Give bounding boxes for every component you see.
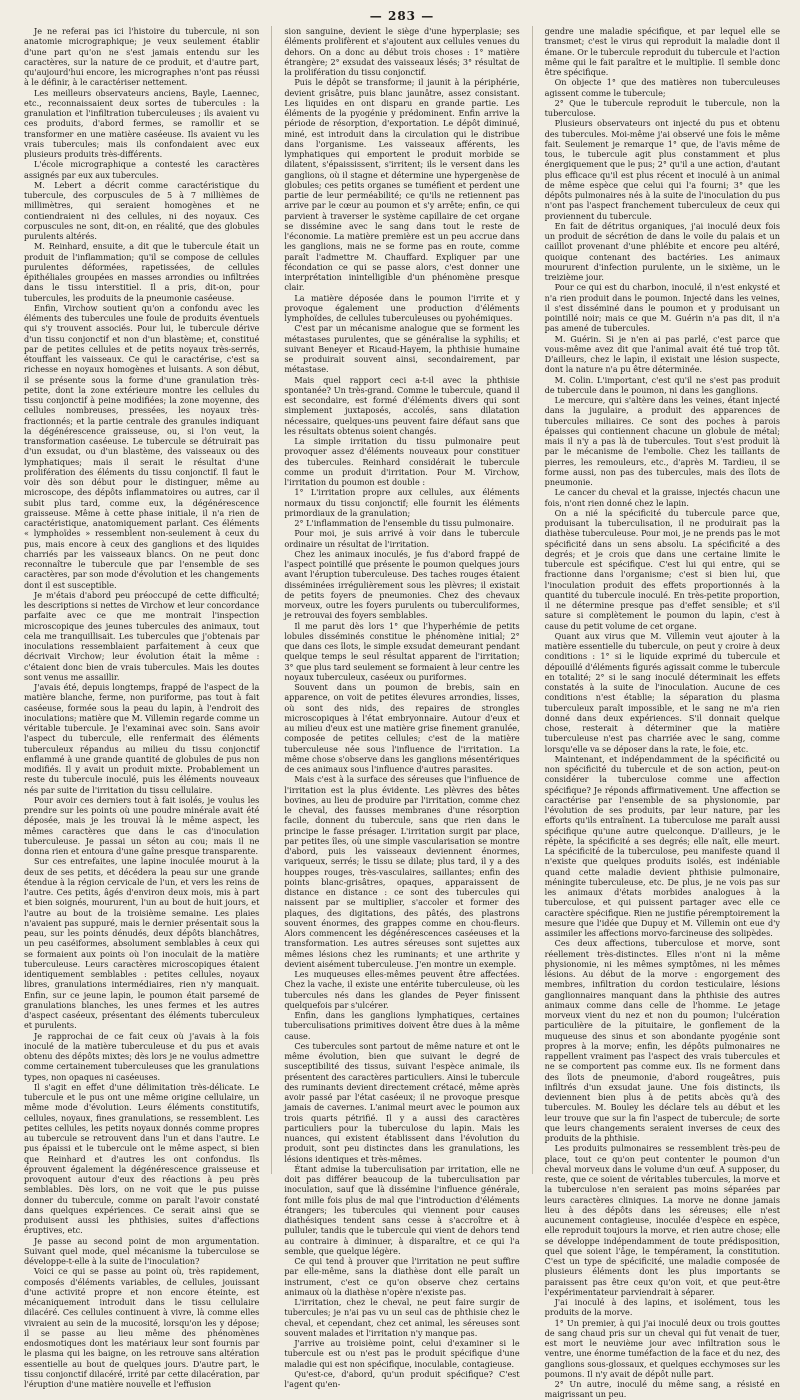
paragraph: Pour ce qui est du charbon, inoculé, il n'est enkysté et n'a rien produit dans le poumon. Injecté dans les veines, il s'est disséminé dans le poumon et y produisant un pointillé noir; mais ce que M. Guérin n'a pas dit, il n'a pas amené de tubercules.	[544, 282, 780, 334]
paragraph: 2° Que le tubercule reproduit le tubercule, non la tuberculose.	[544, 97, 780, 118]
paragraph: Mais quel rapport ceci a-t-il avec la phthisie spontanée? Un très-grand. Comme le tubercule, quand il est secondaire, est formé d'éléments divers qui sont simplement juxtaposés, accolés, sans dilatation nécessaire, quelques-uns peuvent faire défaut sans que les résultats obtenus soient changés.	[284, 374, 520, 436]
column-middle	[284, 26, 520, 1389]
paragraph: Pour avoir ces derniers tout à fait isolés, je voulus les prendre sur les points où une poudre minérale avait été déposée, mais je les trouvai là le même aspect, les mêmes caractères que dans le cas d'inoculation tuberculeuse. Je passai un séton au cou; mais il ne donna rien et entoura d'une gaîne presque transparente.	[24, 794, 260, 856]
paragraph: Plusieurs observateurs ont injecté du pus et obtenu des tubercules. Moi-même j'ai observé une fois le même fait. Seulement je remarque 1° que, de l'avis même de tous, le tubercule agit plus constamment et plus énergiquement que le pus; 2° qu'il a une action, d'autant plus efficace qu'il est plus récent et inoculé à un animal de même espèce que celui qui l'a fourni; 3° que les dépôts pulmonaires nés à la suite de l'inoculation du pus n'ont pas l'aspect franchement tuberculeux de ceux qui proviennent du tubercule.	[544, 118, 780, 221]
paragraph: La simple irritation du tissu pulmonaire peut provoquer assez d'éléments nouveaux pour constituer des tubercules. Reinhard considérait le tubercule comme un produit d'irritation. Pour M. Virchow, l'irritation du poumon est double :	[284, 436, 520, 487]
paragraph: On a nié la spécificité du tubercule parce que, produisant la tuberculisation, il ne produirait pas la diathèse tuberculeuse. Pour moi, je ne prends pas le mot spécificité dans un sens absolu. La spécificité a des degrés; et je crois que dans une certaine limite le tubercule est spécifique. C'est lui qui entre, qui se fractionne dans l'organisme; c'est si bien lui, que l'inoculation produit des effets proportionnés à la quantité du tubercule inoculé. En très-petite proportion, il ne détermine presque pas d'effet sensible; et s'il sature si complètement le poumon du lapin, c'est à cause du petit volume de cet organe.	[544, 507, 780, 631]
paragraph: Chez les animaux inoculés, je fus d'abord frappé de l'aspect pointillé que présente le poumon quelques jours avant l'éruption tuberculeuse. Des taches rouges étaient disséminées irrégulièrement sous les plèvres; il existait de petits foyers de pneumonies. Chez des chevaux morveux, outre les foyers purulents ou tuberculiformes, je retrouvai des foyers semblables.	[284, 548, 520, 621]
paragraph: Je m'étais d'abord peu préoccupé de cette difficulté; les descriptions si nettes de Virchow et leur concordance parfaite avec ce que me montrait l'inspection microscopique des jeunes tubercules des animaux, tout cela me tranquillisait. Les tubercules que j'obtenais par inoculations ressemblaient parfaitement à ceux que décrivait Virchow; leur évolution était la même : c'étaient donc bien de vrais tubercules. Mais les doutes sont venus me assaillir.	[24, 589, 260, 682]
column-right	[544, 26, 780, 1400]
paragraph: Il s'agit en effet d'une délimitation très-délicate. Le tubercule et le pus ont une même origine cellulaire, un même mode d'évolution. Leurs éléments constitutifs, cellules, noyaux, fines granulations, se ressemblent. Les petites cellules, les petits noyaux donnés comme propres au tubercule se retrouvent dans l'un et dans l'autre. Le pus épaissi et le tubercule ont le même aspect, si bien que Reinhard et d'autres les ont confondus. Ils éprouvent également la dégénérescence graisseuse et provoquent autour d'eux des réactions à peu près semblables. Dès lors, on ne voit que le pus puisse donner du tubercule, comme on paraît l'avoir constaté dans quelques expériences. Ce serait ainsi que se produisent aussi les phthisies, suites d'affections éruptives, etc.	[24, 1081, 260, 1236]
paragraph: En fait de détritus organiques, j'ai inoculé deux fois un produit de sécrétion de dans le voile du palais et un cailllot provenant d'une phlébite et encore peu altéré, quoique contenant des bactéries. Les animaux moururent d'infection purulente, un le sixième, un le treizième jour.	[544, 220, 780, 282]
paragraph: Souvent dans un poumon de brebis, sain en apparence, on voit de petites élevures arrondies, lisses, où sont des nids, des repaires de strongles microscopiques à l'état embryonnaire. Autour d'eux et au milieu d'eux est une matière grise finement granulée, composée de petites cellules; c'est de la matière tuberculeuse née sous l'influence de l'irritation. La même chose s'observe dans les ganglions mésentériques de ces animaux sous l'influence d'autres parasites.	[284, 682, 520, 774]
paragraph: Enfin, dans les ganglions lymphatiques, certaines tuberculisations primitives doivent être dues à la même cause.	[284, 1010, 520, 1041]
paragraph: M. Colin. L'important, c'est qu'il ne s'est pas produit de tubercule dans le poumon, ni dans les ganglions.	[544, 374, 780, 395]
paragraph: Il me parut dès lors 1° que l'hyperhémie de petits lobules disséminés constitue le phénomène initial; 2° que dans ces îlots, le simple exsudat demeurant pendant quelque temps le seul résultat apparent de l'irritation; 3° que plus tard seulement se formaient à leur centre les noyaux tuberculeux, caséeux ou puriformes.	[284, 620, 520, 682]
paragraph: Ces tubercules sont partout de même nature et ont le même évolution, bien que suivant le degré de susceptibilité des tissus, suivant l'espèce animale, ils présentent des caractères particuliers. Ainsi le tubercule des ruminants devient directement crétacé, même après avoir passé par l'état caséeux; il ne provoque presque jamais de cavernes. L'animal meurt avec le poumon aux trois quarts pétrifié. Il y a aussi des caractères particuliers pour la tuberculose du lapin. Mais les nuances, qui existent établissent dans l'évolution du produit, sont peu distinctes dans les granulations, les lésions identiques et très-mêmes.	[284, 1040, 520, 1164]
paragraph: Quant aux virus que M. Villemin veut ajouter à la matière essentielle du tubercule, on peut y croire à deux conditions : 1° si le liquide exprimé du tubercule et dépouillé d'éléments figurés agissait comme le tubercule en totalité; 2° si le sang inoculé déterminait les effets constatés à la suite de l'inoculation. Aucune de ces conditions n'est établie; la séparation du plasma tuberculeux paraît impossible, et le sang ne m'a rien donné dans deux expériences. S'il donnait quelque chose, resterait à déterminer que la matière tuberculeuse n'est pas charriée avec le sang, comme lorsqu'elle va se déposer dans la rate, le foie, etc.	[544, 630, 780, 754]
paragraph: Je rapprochai de ce fait ceux où j'avais à la fois inoculé de la matière tuberculeuse et du pus et avais obtenu des dépôts mixtes; dès lors je ne voulus admettre comme certainement tuberculeuses que les granulations types, non opaques ni caséeuses.	[24, 1030, 260, 1082]
page-number: — 283 —	[369, 9, 435, 23]
paragraph: Puis le dépôt se transforme; il jaunit à la périphérie, devient grisâtre, puis blanc jaunâtre, assez consistant. Les liquides en ont disparu en grande partie. Les éléments de la pyogénie y prédominent. Enfin arrive la période de résorption, d'exportation. Le dépôt diminué, miné, est introduit dans la circulation qui le distribue dans l'organisme. Les vaisseaux afférents, les lymphatiques qui emportent le produit morbide se dilatent, s'épaississent, s'irritent; ils le versent dans les ganglions, où il stagne et détermine une hypergenèse de globules; ces petits organes se tuméfient et perdent une partie de leur perméabilité; ce qu'ils ne retiennent pas arrive par le cœur au poumon et s'y arrête; enfin, ce qui parvient à traverser le système capillaire de cet organe se dissémine avec le sang dans tout le reste de l'économie. La matière première est un peu accrue dans les ganglions, mais ne se forme pas en route, comme paraît l'admettre M. Chauffard. Expliquer par une fécondation ce qui se passe alors, c'est donner une interprétation inintelligible d'un phénomène presque clair.	[284, 77, 520, 293]
paragraph: L'école micrographique a contesté les caractères assignés par eux aux tubercules.	[24, 159, 260, 180]
paragraph: Ces deux affections, tuberculose et morve, sont réellement très-distinctes. Elles n'ont ni la même physionomie, ni les mêmes symptômes, ni les mêmes lésions. Au début de la morve : engorgement des membres, infiltration du cordon testiculaire, lésions ganglionnaires manquant dans la phthisie des autres animaux comme dans celle de l'homme. Le jetage morveux vient du nez et non du poumon; l'ulcération particulière de la pituitaire, le gonflement de la muqueuse des sinus et son abondante pyogénie sont propres à la morve; enfin, les dépôts pulmonaires ne rappellent vraiment pas l'aspect des vrais tubercules et ne se comportent pas comme eux. Ils ne forment dans des îlots de pneumonie, d'abord rougeâtres, puis infiltrés d'un exsudat jaune. Une fois distincts, ils deviennent bien plus à de petits abcès qu'à des tubercules. M. Bouley les déclare tels au début et les leur trouve que sur la fin l'aspect de tubercule; de sorte que leurs changements seraient inverses de ceux des produits de la phthisie.	[544, 938, 780, 1143]
paragraph: Étant admise la tuberculisation par irritation, elle ne doit pas différer beaucoup de la tuberculisation par inoculation, sauf que là dissémine l'influence générale, font mille fois plus de mal que l'introduction d'éléments étrangers; les tubercules qui viennent pour causes diathésiques tendent sans cesse à s'accroître et à pulluler, tandis que le tubercule qui vient de dehors tend au contraire à diminuer, à disparaître, et ce qui l'a semble, que quelque légère.	[284, 1163, 520, 1256]
paragraph: 1° L'irritation propre aux cellules, aux éléments normaux du tissu conjonctif; elle fournit les éléments primordiaux de la granulation;	[284, 487, 520, 518]
paragraph: Les produits pulmonaires se ressemblent très-peu de place, tout ce qu'on peut contenter le poumon d'un cheval morveux dans le volume d'un œuf. A supposer, du reste, que ce soient de véritables tubercules, la morve et la tuberculose n'en seraient pas moins séparées par leurs caractères cliniques. La morve ne donne jamais lieu à des dépôts dans les séreuses; elle n'est aucunement contagieuse, inoculée d'espèce en espèce, elle reproduit toujours la morve, et rien autre chose; elle se développe indépendamment de toute prédisposition, quel que soient l'âge, le tempérament, la constitution. C'est un type de spécificité, une maladie composée de plusieurs éléments dont les plus importants se paraissent pas être ceux qu'on voit, et que peut-être l'expérimentateur parviendrait à séparer.	[544, 1143, 780, 1297]
paragraph: Les muqueuses elles-mêmes peuvent être affectées. Chez la vache, il existe une entérite tuberculeuse, où les tubercules nés dans les glandes de Peyer finissent quelquefois par s'ulcérer.	[284, 969, 520, 1010]
paragraph: gendre une maladie spécifique, et par lequel elle se transmet; c'est le virus qui reproduit la maladie dont il émane. Or le tubercule reproduit du tubercule et l'action même qui le fait paraître et le multiplie. Il semble donc être spécifique.	[544, 26, 780, 77]
paragraph: Les meilleurs observateurs anciens, Bayle, Laennec, etc., reconnaissaient deux sortes de tubercules : la granulation et l'infiltration tuberculeuses ; ils avaient vu ces produits, d'abord fermes, se ramollir et se transformer en une matière caséeuse. Ils avaient vu les vrais tubercules; mais ils confondaient avec eux plusieurs produits très-différents.	[24, 87, 260, 159]
paragraph: Enfin, Virchow soutient qu'on a confondu avec les éléments des tubercules une foule de produits éventuels qui s'y trouvent associés. Pour lui, le tubercule dérive d'un tissu conjonctif et non d'un blastème; et, constitué par de petites cellules et de petits noyaux très-serrés, étouffant les vaisseaux. Ce qui le caractérise, c'est sa richesse en noyaux homogènes et luisants. A son début, il se présente sous la forme d'une granulation très-petite, dont la zone extérieure montre les cellules du tissu conjonctif à peine modifiées; la zone moyenne, des cellules nombreuses, pressées, les noyaux très-fractionnés; et la partie centrale des granules indiquant la dégénérescence graisseuse, ou, si l'on veut, la transformation caséeuse. Le tubercule se détruirait pas d'un exsudat, ou d'un blastème, des vaisseaux ou des lymphatiques; mais il serait le résultat d'une prolifération des éléments du tissu conjonctif. Il faut le voir dès son début pour le distinguer, même au microscope, des dépôts inflammatoires ou autres, car il subit plus tard, comme eux, la dégénérescence graisseuse. Même à cette phase initiale, il n'a rien de caractéristique, anatomiquement parlant. Ces éléments « lymphoïdes » ressemblent non-seulement à ceux du pus, mais encore à ceux des ganglions et des liquides charriés par les vaisseaux blancs. On ne peut donc reconnaître le tubercule que par l'ensemble de ses caractères, par son mode d'évolution et les changements dont il est susceptible.	[24, 302, 260, 590]
paragraph: J'ai inoculé à des lapins, et isolément, tous les produits de la morve.	[544, 1297, 780, 1318]
paragraph: J'avais été, depuis longtemps, frappé de l'aspect de la matière blanche, ferme, non puriforme, pas tout à fait caséeuse, formée sous la peau du lapin, à l'endroit des inoculations; matière que M. Villemin regarde comme un véritable tubercule. Je l'examinai avec soin. Sans avoir l'aspect du tubercule, elle renfermait des éléments tuberculeux répandus au milieu du tissu conjonctif enflammé à une grande quantité de globules de pus non modifiés. Il y avait un produit mixte. Probablement un reste du tubercule inoculé, puis les éléments nouveaux nés par suite de l'irritation du tissu cellulaire.	[24, 682, 260, 795]
column-left	[24, 26, 260, 1389]
paragraph: 1° Un premier, à qui j'ai inoculé deux ou trois gouttes de sang chaud pris sur un cheval qui fut venait de tuer, est mort le neuvième jour avec infiltration sous le ventre, une énorme tuméfaction de la face et du nez, des ganglions sous-glossaux, et quelques ecchymoses sur les poumons. Il n'y avait de dépôt nulle part.	[544, 1317, 780, 1379]
paragraph: 2° L'inflammation de l'ensemble du tissu pulmonaire.	[294, 518, 514, 528]
paragraph: On objecte 1° que des matières non tuberculeuses agissent comme le tubercule;	[544, 77, 780, 98]
paragraph: Ce qui tend à prouver que l'irritation ne peut suffire par elle-même, sans la diathèse dont elle paraît un instrument, c'est ce qu'on observe chez certains animaux où la diathèse n'opère n'existe pas.	[284, 1256, 520, 1297]
paragraph: Sur ces entrefaites, une lapine inoculée mourut à la deux de ses petits, et décédera la peau sur une grande étendue à la région cervicale de l'un, et vers les reins de l'autre. Ces petits, âgés d'environ deux mois, mis à part et bien soignés, moururent, l'un au bout de huit jours, et l'autre au bout de la troisième semaine. Les plaies n'avaient pas suppuré, mais le dernier présentait sous la peau, sur les points dénudés, deux dépôts blanchâtres, un peu caséiformes, absolument semblables à ceux qui se formaient aux points où l'on inoculait de la matière tuberculeuse. Leurs caractères microscopiques étaient identiquement semblables : petites cellules, noyaux libres, granulations intermédiaires, rien n'y manquait. Enfin, sur ce jeune lapin, le poumon était parsemé de granulations blanches, les unes fermes et les autres d'aspect caséeux, présentant des éléments tuberculeux et purulents.	[24, 856, 260, 1031]
paragraph: Le cancer du cheval et la graisse, injectés chacun une fois, n'ont rien donné chez le lapin.	[544, 487, 780, 508]
paragraph: M. Reinhard, ensuite, a dit que le tubercule était un produit de l'inflammation; qu'il se compose de cellules purulentes déformées, rapetissées, de cellules épithéliales groupées en masses arrondies ou infiltrées dans le tissu interstitiel. Il a pris, dit-on, pour tubercules, les produits de la pneumonie caséeuse.	[24, 241, 260, 303]
paragraph: M. Guérin. Si je n'en ai pas parlé, c'est parce que vous-même avez dit que l'animal avait été tué trop tôt. D'ailleurs, chez le lapin, il existait une lésion suspecte, dont la nature n'a pu être déterminée.	[544, 333, 780, 375]
paragraph: C'est par un mécanisme analogue que se forment les métastases purulentes, que se généralise la syphilis; et suivant Beneyer et Ricaud-Hayem, la phthisie humaine se produirait souvent ainsi, secondairement, par métastase.	[284, 323, 520, 375]
paragraph: L'irritation, chez le cheval, ne peut faire surgir de tubercules; je n'ai pas vu un seul cas de phthisie chez le cheval, et cependant, chez cet animal, les séreuses sont souvent malades et l'irritation n'y manque pas.	[284, 1297, 520, 1338]
paragraph: Voici ce qui se passe au point où, très rapidement, composés d'éléments variables, de cellules, jouissant d'une activité propre et non encore éteinte, est mécaniquement introduit dans le tissu cellulaire dilacéré. Ces cellules continuent à vivre, là comme elles vivraient au sein de la mucosité, lorsqu'on les y dépose; il se passe au lieu même des phénomènes endosmotiques dont les matériaux leur sont fournis par le plasma qui les baigne, on les retrouve sans altération essentielle au bout de quelques jours. D'autre part, le tissu conjonctif dilacéré, irrité par cette dilacération, par l'éruption d'une matière nouvelle et l'effusion	[24, 1266, 260, 1389]
text-columns	[24, 26, 780, 1400]
column-divider	[271, 26, 272, 1174]
paragraph: Je ne referai pas ici l'histoire du tubercule, ni son anatomie micrographique; je veux seulement établir d'une part qu'on ne s'est jamais entendu sur les caractères, sur la nature de ce produit, et d'autre part, qu'aujourd'hui encore, les micrographes n'ont pas réussi à le définir, à le caractériser nettement.	[24, 26, 260, 88]
paragraph: Mais c'est à la surface des séreuses que l'influence de l'irritation est la plus évidente. Les plèvres des bêtes bovines, au lieu de produire par l'irritation, comme chez le cheval, des fausses membranes d'une résorption facile, donnent du tubercule, sans que rien dans le principe le fasse présager. L'irritation surgit par place, par petites îles, où une simple vascularisation se montre d'abord, puis les vaisseaux deviennent énormes, variqueux, serrés; le tissu se dilate; plus tard, il y a des houppes rouges, très-vasculaires, saillantes; enfin des points blanc-grisâtres, opaques, apparaissent de distance en distance : ce sont des tubercules qui naissent par se multiplier, s'accoler et former des plaques, des digitations, des pâtés, des plastrons souvent énormes, des grappes comme en chou-fleurs. Alors commencent les dégénérescences caséeuses et la transformation. Les autres séreuses sont sujettes aux mêmes lésions chez les ruminants; et une arthrite y devient aisément tuberculeuse. J'en montre un exemple.	[284, 774, 520, 969]
paragraph: Pour moi, je suis arrivé à voir dans le tubercule ordinaire un résultat de l'irritation.	[284, 528, 520, 549]
paragraph: M. Lebert a décrit comme caractéristique du tubercule, des corpuscules de 5 à 7 millièmes de millimètres, qui seraient homogènes et ne contiendraient ni des cellules, ni des noyaux. Ces corpuscules ne sont, dit-on, en réalité, que des globules purulents altérés.	[24, 179, 260, 241]
paragraph: Le mercure, qui s'altère dans les veines, étant injecté dans la jugulaire, a produit des apparences de tubercules miliaires. Ce sont des poches à parois épaisses qui contiennent chacune un globule de métal; mais il n'y a pas là de tubercules. Tout s'est produit là par le mécanisme de l'embolie. Chez les taillants de pierres, les remouleurs, etc., d'après M. Tardieu, il se forme aussi, non pas des tubercules, mais des îlots de pneumonie.	[544, 395, 780, 487]
paragraph: sion sanguine, devient le siège d'une hyperplasie; ses éléments prolifèrent et s'ajoutent aux cellules venues du dehors. On a donc au début trois choses : 1° matière étrangère; 2° exsudat des vaisseaux lésés; 3° résultat de la prolifération du tissu conjonctif.	[284, 26, 520, 77]
paragraph: Je passe au second point de mon argumentation. Suivant quel mode, quel mécanisme la tuberculose se développe-t-elle à la suite de l'inoculation?	[24, 1235, 260, 1266]
paragraph: Qu'est-ce, d'abord, qu'un produit spécifique? C'est l'agent qu'en-	[284, 1368, 520, 1389]
paragraph: La matière déposée dans le poumon l'irrite et y provoque également une production d'éléments lymphoïdes, de cellules tuberculeuses ou pyohémiques.	[284, 292, 520, 323]
paragraph: Maintenant, et indépendamment de la spécificité ou non spécificité du tubercule et de son action, peut-on considérer la tuberculose comme une affection spécifique? Je réponds affirmativement. Une affection se caractérise par l'ensemble de sa physionomie, par l'évolution de ses produits, par leur nature, par les efforts qu'ils entraînent. La tuberculose me paraît aussi spécifique qu'une autre quelconque. D'ailleurs, je le répète, la spécificité a ses degrés; elle naît, elle meurt. La spécificité de la tuberculose, peu manifeste quand il n'existe que quelques produits isolés, est indéniable quand cette maladie devient phthisie pulmonaire, méningite tuberculeuse, etc. De plus, je ne vois pas sur les animaux d'états morbides analogues à la tuberculose, et qui puissent partager avec elle ce caractère spécifique. Rien ne justifie péremptoirement la mesure que l'idée que Dupuy et M. Villemin ont eue d'y assimiler les affections morvo-farcineuse des solipèdes.	[544, 753, 780, 938]
column-divider	[532, 26, 533, 1174]
paragraph: 2° Un autre, inoculé du même sang, a résisté en maigrissant un peu.	[544, 1379, 780, 1400]
paragraph: J'arrive au troisième point, celui d'examiner si le tubercule est ou n'est pas le produit spécifique d'une maladie qui est non spécifique, inoculable, contagieuse.	[284, 1338, 520, 1369]
